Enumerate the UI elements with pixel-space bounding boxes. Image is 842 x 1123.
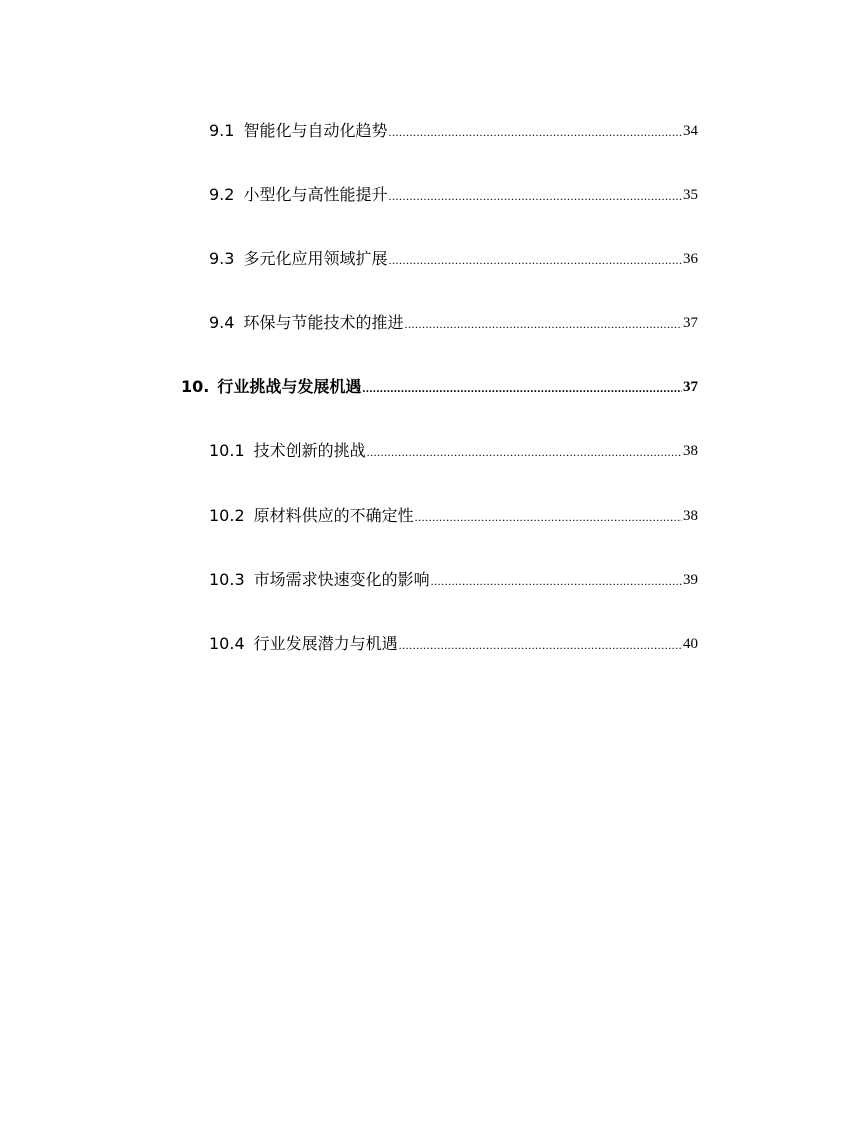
toc-entry-title: 环保与节能技术的推进: [243, 313, 404, 332]
toc-entry-title: 智能化与自动化趋势: [243, 121, 388, 140]
toc-entry-9-3[interactable]: [209, 245, 698, 269]
toc-entry-title: 行业发展潜力与机遇: [253, 634, 398, 653]
dot-leader: [362, 381, 682, 395]
dot-leader: [404, 317, 682, 331]
toc-entry-title: 小型化与高性能提升: [243, 185, 388, 204]
toc-entry-title: 原材料供应的不确定性: [253, 506, 414, 525]
toc-entry-page: 38: [683, 443, 698, 459]
toc-entry-page: 37: [683, 379, 698, 395]
dot-leader: [431, 574, 682, 588]
dot-leader: [388, 253, 682, 267]
toc-entry-number: 10.4: [209, 634, 245, 653]
toc-entry-page: 39: [683, 572, 698, 588]
toc-entry-number: 9.4: [209, 313, 235, 332]
toc-entry-page: 36: [683, 251, 698, 267]
toc-entry-number: 10.3: [209, 570, 245, 589]
toc-entry-number: 9.2: [209, 185, 235, 204]
toc-entry-title: 市场需求快速变化的影响: [253, 570, 430, 589]
toc-entry-title: 行业挑战与发展机遇: [217, 377, 362, 396]
toc-entry-title: 多元化应用领域扩展: [243, 249, 388, 268]
toc-entry-9-1[interactable]: [209, 117, 698, 141]
dot-leader: [388, 189, 682, 203]
toc-entry-10-3[interactable]: [209, 566, 698, 590]
dot-leader: [367, 445, 682, 459]
dot-leader: [415, 510, 682, 524]
toc-entry-page: 38: [683, 508, 698, 524]
toc-entry-number: 9.1: [209, 121, 235, 140]
toc-entry-page: 37: [683, 315, 698, 331]
toc-entry-9-2[interactable]: [209, 181, 698, 205]
dot-leader: [399, 638, 682, 652]
toc-entry-9-4[interactable]: [209, 309, 698, 333]
toc-entry-10-1[interactable]: [209, 437, 698, 461]
toc-entry-number: 10.: [181, 377, 210, 396]
toc-entry-title: 技术创新的挑战: [253, 441, 366, 460]
dot-leader: [388, 125, 682, 139]
toc-entry-page: 34: [683, 123, 698, 139]
toc-entry-number: 10.2: [209, 506, 245, 525]
toc-entry-10[interactable]: [181, 373, 698, 397]
toc-entry-number: 10.1: [209, 441, 245, 460]
toc-entry-page: 40: [683, 636, 698, 652]
toc-entry-10-2[interactable]: [209, 502, 698, 526]
toc-entry-page: 35: [683, 187, 698, 203]
toc-entry-number: 9.3: [209, 249, 235, 268]
toc-entry-10-4[interactable]: [209, 630, 698, 654]
